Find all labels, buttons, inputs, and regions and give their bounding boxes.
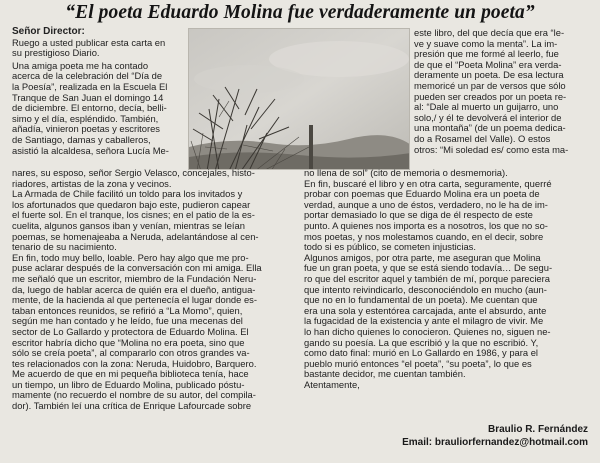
paragraph-line: probar con poemas que Eduardo Molina era un poeta de: [304, 188, 540, 200]
paragraph-line: gando su poesía. La que escribió y la que no escribió. Y,: [304, 336, 539, 348]
paragraph-line: mente, de la hacienda al que pertenecía el lugar donde es-: [12, 294, 257, 306]
paragraph-line: simo y el día, espléndido. También,: [12, 112, 159, 124]
paragraph-line: el fuerte sol. En el tranque, los cisnes; en el patio de la es-: [12, 209, 255, 221]
paragraph-line: de Santiago, damas y caballeros,: [12, 133, 151, 145]
paragraph-line: Me acuerdo de que en mi pequeña biblioteca tenía, hace: [12, 368, 249, 380]
paragraph-line: verdad, aunque a uno de éstos, verdadero, no le ha de im-: [304, 198, 548, 210]
paragraph-line: bastante decidor, me cuentan también.: [304, 368, 466, 380]
paragraph-line: puse aclarar después de la conversación con mi amiga. Ella: [12, 262, 262, 274]
paragraph-line: como dato final: murió en Lo Gallardo en 1986, y para el: [304, 347, 538, 359]
paragraph-line: ro que del escritor aquel y también de mí, porque pareciera: [304, 272, 550, 284]
photo-image: [189, 29, 410, 170]
paragraph-line: era una sola y estentórea carcajada, ante el absurdo, ante: [304, 304, 547, 316]
paragraph-line: En fin, buscaré el libro y en otra carta, seguramente, querré: [304, 177, 552, 189]
paragraph-line: nares, su esposo, señor Sergio Velasco, concejales, histo-: [12, 167, 255, 178]
column-1-narrow: [12, 27, 184, 156]
column-1-wide: [12, 168, 299, 412]
paragraph-line: cuelita, algunos gansos iban y venían, mientras se leían: [12, 219, 245, 231]
paragraph-line: solo,/ y él te devolverá el interior de: [414, 111, 562, 123]
paragraph-line: En fin, todo muy bello, loable. Pero hay algo que me pro-: [12, 251, 249, 263]
intro-line-1: Ruego a usted publicar esta carta en: [12, 36, 166, 48]
paragraph-line: escritor habría dicho que “Molina no era poeta, sino que: [12, 336, 245, 348]
paragraph-line: tenario de su nacimiento.: [12, 241, 117, 253]
paragraph-line: los afortunados que quedaron bajo este, pudieron capear: [12, 198, 251, 210]
photo-dry-branches: [188, 28, 410, 170]
paragraph-line: asistió la alcaldesa, señora Lucía Me-: [12, 144, 169, 156]
paragraph-line: portar demasiado lo que se diga de él respecto de este: [304, 209, 533, 221]
paragraph-line: memoricé un par de versos que sólo: [414, 79, 566, 91]
paragraph-line: Una amiga poeta me ha contado: [12, 59, 149, 71]
paragraph-line: que intento reivindicarlo, desconociéndolo en mucho (aun-: [304, 283, 547, 295]
paragraph-line: de que el “Poeta Molina” era verda-: [414, 58, 562, 70]
paragraph-line: Atentamente,: [304, 378, 360, 390]
paragraph-line: pueblo murió entonces “el poeta”, “su poeta”, lo que es: [304, 357, 532, 369]
paragraph-line: taban entonces reunidos, se refirió a “La Momo”, quien,: [12, 304, 243, 316]
paragraph-line: tes relacionados con la zona: Neruda, Huidobro, Barquero.: [12, 357, 257, 369]
paragraph-line: da, luego de hablar acerca de quién era el dueño, antigua-: [12, 283, 256, 295]
paragraph-line: dor). También leí una crítica de Enrique Lafourcade sobre: [12, 400, 252, 412]
paragraph-line: lo han dicho quienes lo conocieron. Quienes no, siguen ne-: [304, 325, 551, 337]
paragraph-line: acerca de la celebración del “Día de: [12, 70, 163, 82]
salutation: Señor Director:: [12, 26, 85, 37]
paragraph-line: la fugacidad de la existencia y ante el milagro de vivir. Me: [304, 315, 544, 327]
paragraph-line: todo si es público, se cometen injusticias.: [304, 241, 476, 253]
paragraph-line: no llena de sol” (cito de memoria o desmemoria).: [304, 167, 508, 178]
author-email: Email: brauliorfernandez@hotmail.com: [402, 437, 588, 448]
paragraph-line: ve y suave como la menta”. La im-: [414, 37, 558, 49]
paragraph-line: sólo se creía poeta”, al compararlo con otros grandes va-: [12, 347, 250, 359]
paragraph-line: otros: “Mi soledad es/ como esta ma-: [414, 143, 569, 155]
paragraph-line: riadores, artistas de la zona y vecinos.: [12, 177, 172, 189]
paragraph-line: Tranque de San Juan el domingo 14: [12, 91, 164, 103]
paragraph-line: la Poesía”, realizada en la Escuela El: [12, 80, 168, 92]
paragraph-line: poemas, se homenajeaba a Neruda, adelantándose al cen-: [12, 230, 259, 242]
paragraph-line: deramente un poeta. De esa lectura: [414, 69, 564, 81]
headline: “El poeta Eduardo Molina fue verdaderamente un poeta”: [65, 2, 535, 23]
intro-line-2: su prestigioso Diario.: [12, 47, 100, 59]
paragraph-line: mos poetas, y nos molestamos cuando, en el decir, sobre: [304, 230, 544, 242]
paragraph-line: un tiempo, un libro de Eduardo Molina, publicado póstu-: [12, 378, 245, 390]
paragraph-line: punto. A quienes nos importa es a nosotros, los que no so-: [304, 219, 548, 231]
paragraph-line: al: “Dale al muerto un guijarro, uno: [414, 101, 559, 113]
paragraph-line: según me han contado y he leído, fue una mecenas del: [12, 315, 243, 327]
paragraph-line: me señaló que un escritor, miembro de la Fundación Neru-: [12, 272, 257, 284]
paragraph-line: do a Rosamel del Valle). O estos: [414, 132, 551, 144]
paragraph-line: que no en lo fundamental de un poeta). Me cuentan que: [304, 294, 538, 306]
paragraph-line: una montaña” (de un poema dedica-: [414, 122, 566, 134]
paragraph-line: mamente (no recuerdo el nombre de su autor, del compila-: [12, 389, 256, 401]
column-2-narrow: [414, 28, 590, 155]
paragraph-line: presión que me formé al leerlo, fue: [414, 48, 559, 60]
paragraph-line: añadía, vinieron poetas y escritores: [12, 123, 160, 135]
paragraph-line: pueden ser creados por un poeta re-: [414, 90, 567, 102]
paragraph-line: sector de Lo Gallardo y protectora de Eduardo Molina. El: [12, 325, 249, 337]
paragraph-line: Algunos amigos, por otra parte, me aseguran que Molina: [304, 251, 541, 263]
paragraph-line: La Armada de Chile facilitó un toldo para los invitados y: [12, 188, 243, 200]
column-2-wide: [304, 168, 590, 390]
paragraph-line: este libro, del que decía que era “le-: [414, 27, 565, 38]
paragraph-line: de diciembre. El entorno, decía, belli-: [12, 102, 167, 114]
author-name: Braulio R. Fernández: [487, 424, 588, 435]
paragraph-line: fue un gran poeta, y que se está siendo todavía… De segu-: [304, 262, 553, 274]
